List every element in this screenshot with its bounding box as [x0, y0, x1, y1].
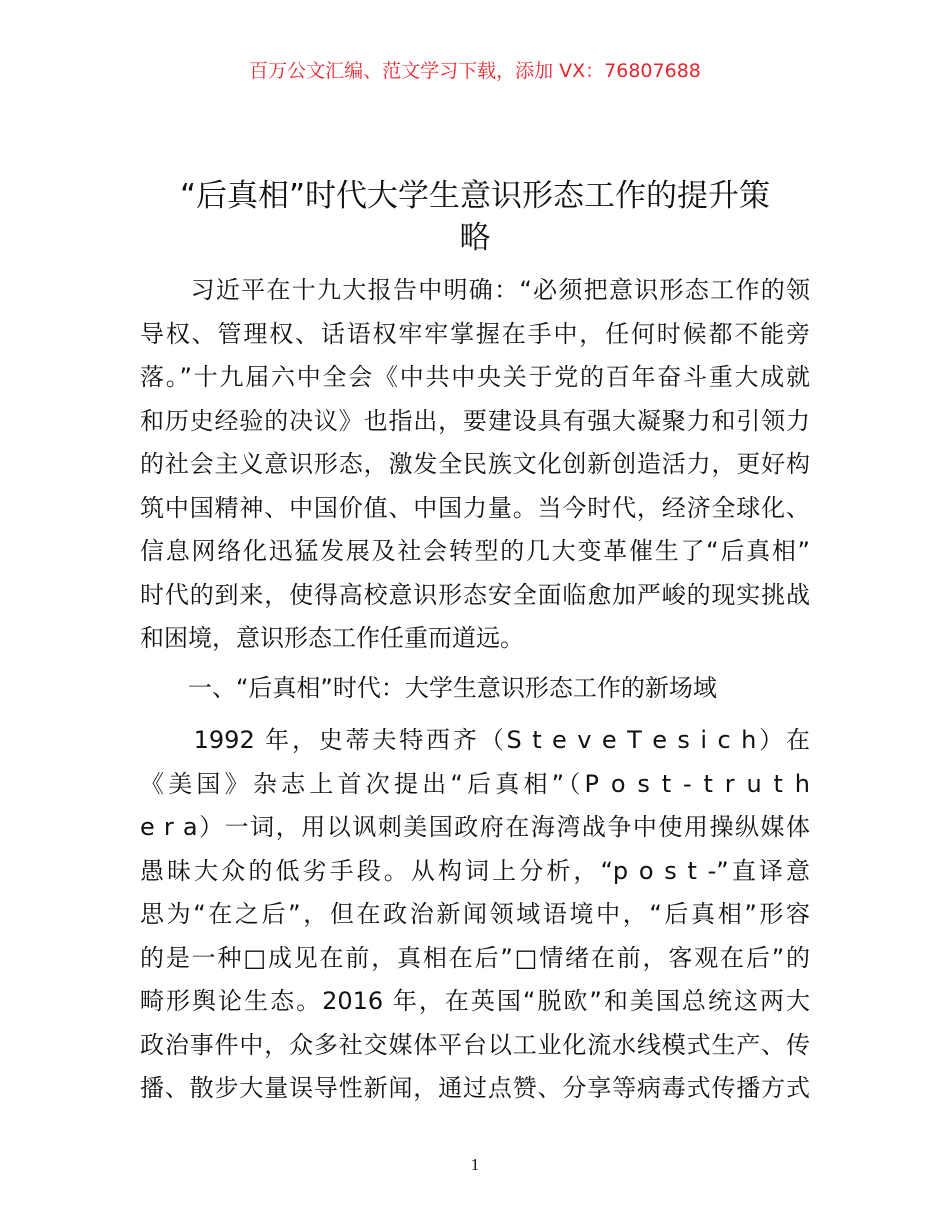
- body-text-line: 习近平在十九大报告中明确：“必须把意识形态工作的领: [140, 276, 810, 304]
- body-text-line: 和困境，意识形态工作任重而道远。: [140, 624, 524, 652]
- document-title-line-1: “后真相”时代大学生意识形态工作的提升策: [179, 178, 771, 214]
- body-text-line: 的是一种□成见在前，真相在后”□情绪在前，客观在后”的: [140, 943, 810, 972]
- section-heading: 一、“后真相”时代：大学生意识形态工作的新场域: [140, 674, 717, 702]
- body-text-line: 的社会主义意识形态，激发全民族文化创新创造活力，更好构: [140, 450, 810, 478]
- body-text-line: 导权、管理权、话语权牢牢掌握在手中，任何时候都不能旁: [140, 319, 810, 348]
- body-text-line: 播、散步大量误导性新闻，通过点赞、分享等病毒式传播方式: [140, 1074, 810, 1102]
- body-text-line: 《美国》杂志上首次提出“后真相”（P o s t - t r u t h: [140, 769, 810, 798]
- body-text-line: 思为“在之后”，但在政治新闻领域语境中，“后真相”形容: [140, 900, 810, 928]
- body-text-line: 政治事件中，众多社交媒体平台以工业化流水线模式生产、传: [140, 1030, 810, 1059]
- body-text-line: 愚昧大众的低劣手段。从构词上分析，“p o s t -”直译意: [140, 856, 810, 885]
- body-text-line: 畸形舆论生态。2016 年，在英国“脱欧”和美国总统这两大: [140, 987, 810, 1015]
- watermark-banner: 百万公文汇编、范文学习下载，添加 VX：76807688: [249, 60, 701, 82]
- body-text-line: 落。”十九届六中全会《中共中央关于党的百年奋斗重大成就: [140, 363, 810, 391]
- body-text-line: 和历史经验的决议》也指出，要建设具有强大凝聚力和引领力: [140, 406, 810, 435]
- body-text-line: 时代的到来，使得高校意识形态安全面临愈加严峻的现实挑战: [140, 580, 810, 609]
- body-text-line: 筑中国精神、中国价值、中国力量。当今时代，经济全球化、: [140, 493, 810, 522]
- body-text-line: 信息网络化迅猛发展及社会转型的几大变革催生了“后真相”: [140, 537, 810, 565]
- body-text-line: 1992 年，史蒂夫特西齐（S t e v e T e s i c h）在: [140, 726, 810, 754]
- document-title-line-2: 略: [459, 220, 491, 256]
- body-text-line: e r a）一词，用以讽刺美国政府在海湾战争中使用操纵媒体: [140, 813, 810, 841]
- page-number: 1: [470, 1155, 480, 1174]
